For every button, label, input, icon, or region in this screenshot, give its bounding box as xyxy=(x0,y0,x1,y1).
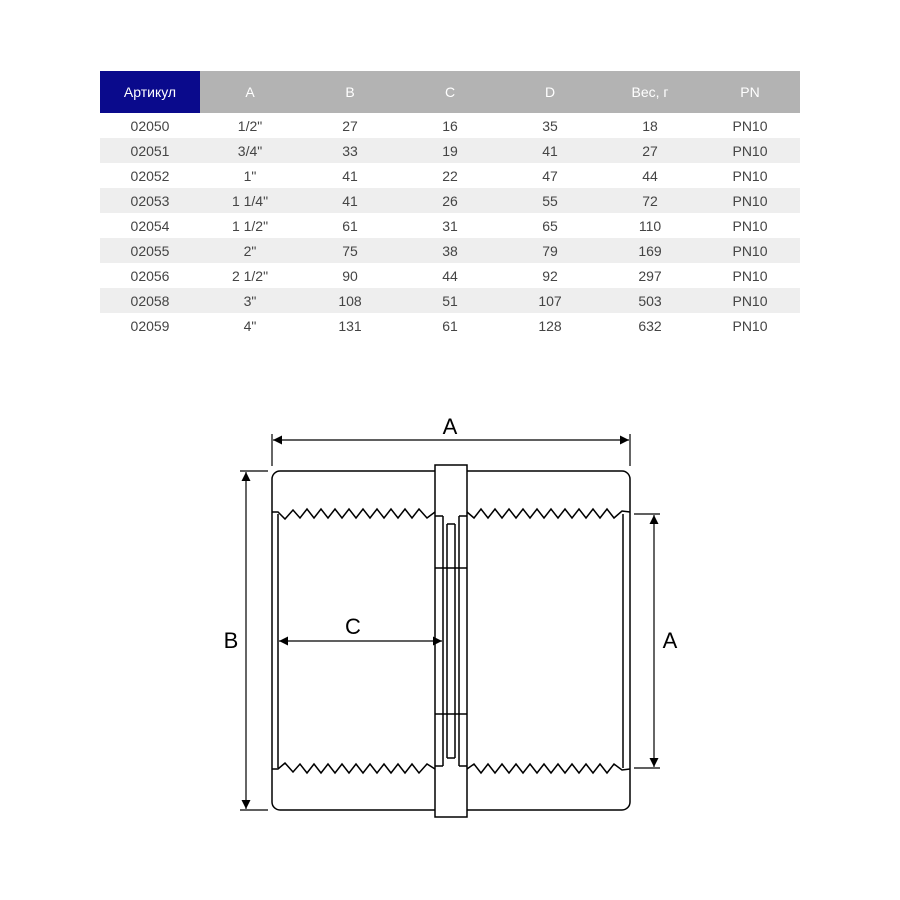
top-thread xyxy=(272,509,435,519)
cell-d: 128 xyxy=(538,317,562,334)
cell-a: 3/4" xyxy=(200,138,300,163)
cell-pn: PN10 xyxy=(732,267,768,284)
cell-d: 92 xyxy=(542,267,558,284)
cell-b: 75 xyxy=(300,238,400,263)
bottom-thread xyxy=(272,763,435,773)
cell-a: 1/2" xyxy=(237,117,263,134)
label-right-a: A xyxy=(662,628,678,653)
cell-pn: PN10 xyxy=(700,138,800,163)
header-a: A xyxy=(200,71,300,113)
cell-weight: 297 xyxy=(638,267,662,284)
cell-a: 1 1/2" xyxy=(231,217,269,234)
cell-weight: 18 xyxy=(642,117,658,134)
cell-pn: PN10 xyxy=(700,288,800,313)
label-top-a: A xyxy=(442,414,458,439)
cell-a: 2" xyxy=(200,238,300,263)
cell-weight: 632 xyxy=(638,317,662,334)
cell-pn: PN10 xyxy=(732,217,768,234)
cell-d: 35 xyxy=(542,117,558,134)
header-pn: PN xyxy=(700,71,800,113)
cell-c: 26 xyxy=(400,188,500,213)
cell-c: 16 xyxy=(442,117,458,134)
top-thread-right xyxy=(467,509,630,518)
cell-c: 19 xyxy=(400,138,500,163)
cell-a: 2 1/2" xyxy=(231,267,269,284)
cell-pn: PN10 xyxy=(700,238,800,263)
cell-weight: 169 xyxy=(600,238,700,263)
cell-pn: PN10 xyxy=(732,317,768,334)
cell-article: 02058 xyxy=(100,288,200,313)
cell-a: 3" xyxy=(200,288,300,313)
cell-article: 02050 xyxy=(130,117,170,134)
header-c: C xyxy=(400,71,500,113)
cell-pn: PN10 xyxy=(732,117,768,134)
cell-b: 41 xyxy=(300,188,400,213)
cell-d: 107 xyxy=(500,288,600,313)
cell-pn: PN10 xyxy=(732,167,768,184)
cell-a: 1 1/4" xyxy=(200,188,300,213)
header-article: Артикул xyxy=(100,71,200,113)
bottom-thread-right xyxy=(467,764,630,773)
cell-article: 02051 xyxy=(100,138,200,163)
cell-b: 41 xyxy=(342,167,358,184)
cell-article: 02056 xyxy=(130,267,170,284)
cell-c: 44 xyxy=(442,267,458,284)
cell-c: 61 xyxy=(442,317,458,334)
cell-a: 1" xyxy=(243,167,257,184)
cell-c: 22 xyxy=(442,167,458,184)
cell-b: 61 xyxy=(342,217,358,234)
label-b: B xyxy=(223,628,239,653)
header-weight: Вес, г xyxy=(600,71,700,113)
cell-c: 51 xyxy=(400,288,500,313)
cell-weight: 110 xyxy=(638,217,662,234)
cell-article: 02059 xyxy=(130,317,170,334)
cell-weight: 27 xyxy=(600,138,700,163)
cell-b: 33 xyxy=(300,138,400,163)
cell-d: 65 xyxy=(542,217,558,234)
cell-weight: 503 xyxy=(600,288,700,313)
cell-d: 47 xyxy=(542,167,558,184)
cell-weight: 72 xyxy=(600,188,700,213)
label-c: C xyxy=(345,614,361,639)
cell-b: 90 xyxy=(342,267,358,284)
cell-c: 38 xyxy=(400,238,500,263)
header-d: D xyxy=(500,71,600,113)
cell-a: 4" xyxy=(243,317,257,334)
cell-d: 55 xyxy=(500,188,600,213)
cell-article: 02053 xyxy=(100,188,200,213)
cell-article: 02055 xyxy=(100,238,200,263)
cell-b: 108 xyxy=(300,288,400,313)
cell-c: 31 xyxy=(442,217,458,234)
cell-b: 27 xyxy=(342,117,358,134)
cell-b: 131 xyxy=(338,317,362,334)
header-b: B xyxy=(300,71,400,113)
cell-pn: PN10 xyxy=(700,188,800,213)
cell-d: 79 xyxy=(500,238,600,263)
cell-d: 41 xyxy=(500,138,600,163)
cell-article: 02054 xyxy=(130,217,170,234)
cell-weight: 44 xyxy=(642,167,658,184)
cell-article: 02052 xyxy=(130,167,170,184)
